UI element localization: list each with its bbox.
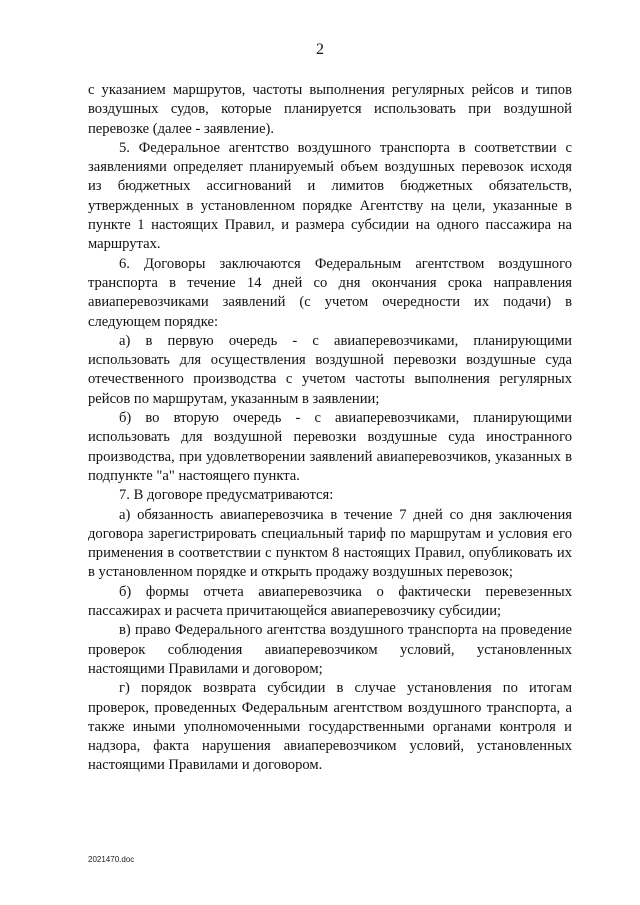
document-body <box>88 81 572 776</box>
paragraph-item-6b: б) во вторую очередь - с авиаперевозчиками, планирующими использовать для воздушной перевозки воздушные суда иностранного производства, при удовлетворении заявлений авиаперевозчиков, указанных в подпункте "а" настоящего пункта. <box>88 410 572 484</box>
paragraph-item-5: 5. Федеральное агентство воздушного транспорта в соответствии с заявлениями определяет планируемый объем воздушных перевозок исходя из бюджетных ассигнований и лимитов бюджетных обязательств, утвержденных в установленном порядке Агентству на цели, указанные в пункте 1 настоящих Правил, и размера субсидии на одного пассажира на маршрутах. <box>88 139 572 253</box>
document-filename: 2021470.doc <box>88 855 135 864</box>
paragraph-item-7: 7. В договоре предусматриваются: <box>119 487 334 504</box>
paragraph-item-6: 6. Договоры заключаются Федеральным агентством воздушного транспорта в течение 14 дней со дня окончания срока направления авиаперевозчиками заявлений (с учетом очередности их подачи) в следующем порядке: <box>88 255 572 330</box>
paragraph-item-7a: а) обязанность авиаперевозчика в течение 7 дней со дня заключения договора зарегистрировать специальный тариф по маршрутам и условия его применения в соответствии с пунктом 8 настоящих Правил, опубликовать их в установленном порядке и открыть продажу воздушных перевозок; <box>88 506 572 581</box>
paragraph-item-7g: г) порядок возврата субсидии в случае установления по итогам проверок, проведенных Федеральным агентством воздушного транспорта, а также иными уполномоченными государственными органами контроля и надзора, факта нарушения авиаперевозчиком условий, установленных настоящими Правилами и договором. <box>88 680 572 774</box>
page-number: 2 <box>316 41 324 58</box>
paragraph-item-7v: в) право Федерального агентства воздушного транспорта на проведение проверок соблюдения авиаперевозчиком условий, установленных настоящими Правилами и договором; <box>88 622 572 677</box>
paragraph-continuation: с указанием маршрутов, частоты выполнения регулярных рейсов и типов воздушных судов, которые планируется использовать при воздушной перевозке (далее - заявление). <box>88 82 572 137</box>
paragraph-item-7b: б) формы отчета авиаперевозчика о фактически перевезенных пассажирах и расчета причитающейся авиаперевозчику субсидии; <box>88 583 572 620</box>
paragraph-item-6a: а) в первую очередь - с авиаперевозчиками, планирующими использовать для осуществления воздушной перевозки воздушные суда отечественного производства с учетом частоты выполнения регулярных рейсов по маршрутам, указанным в заявлении; <box>88 332 572 407</box>
